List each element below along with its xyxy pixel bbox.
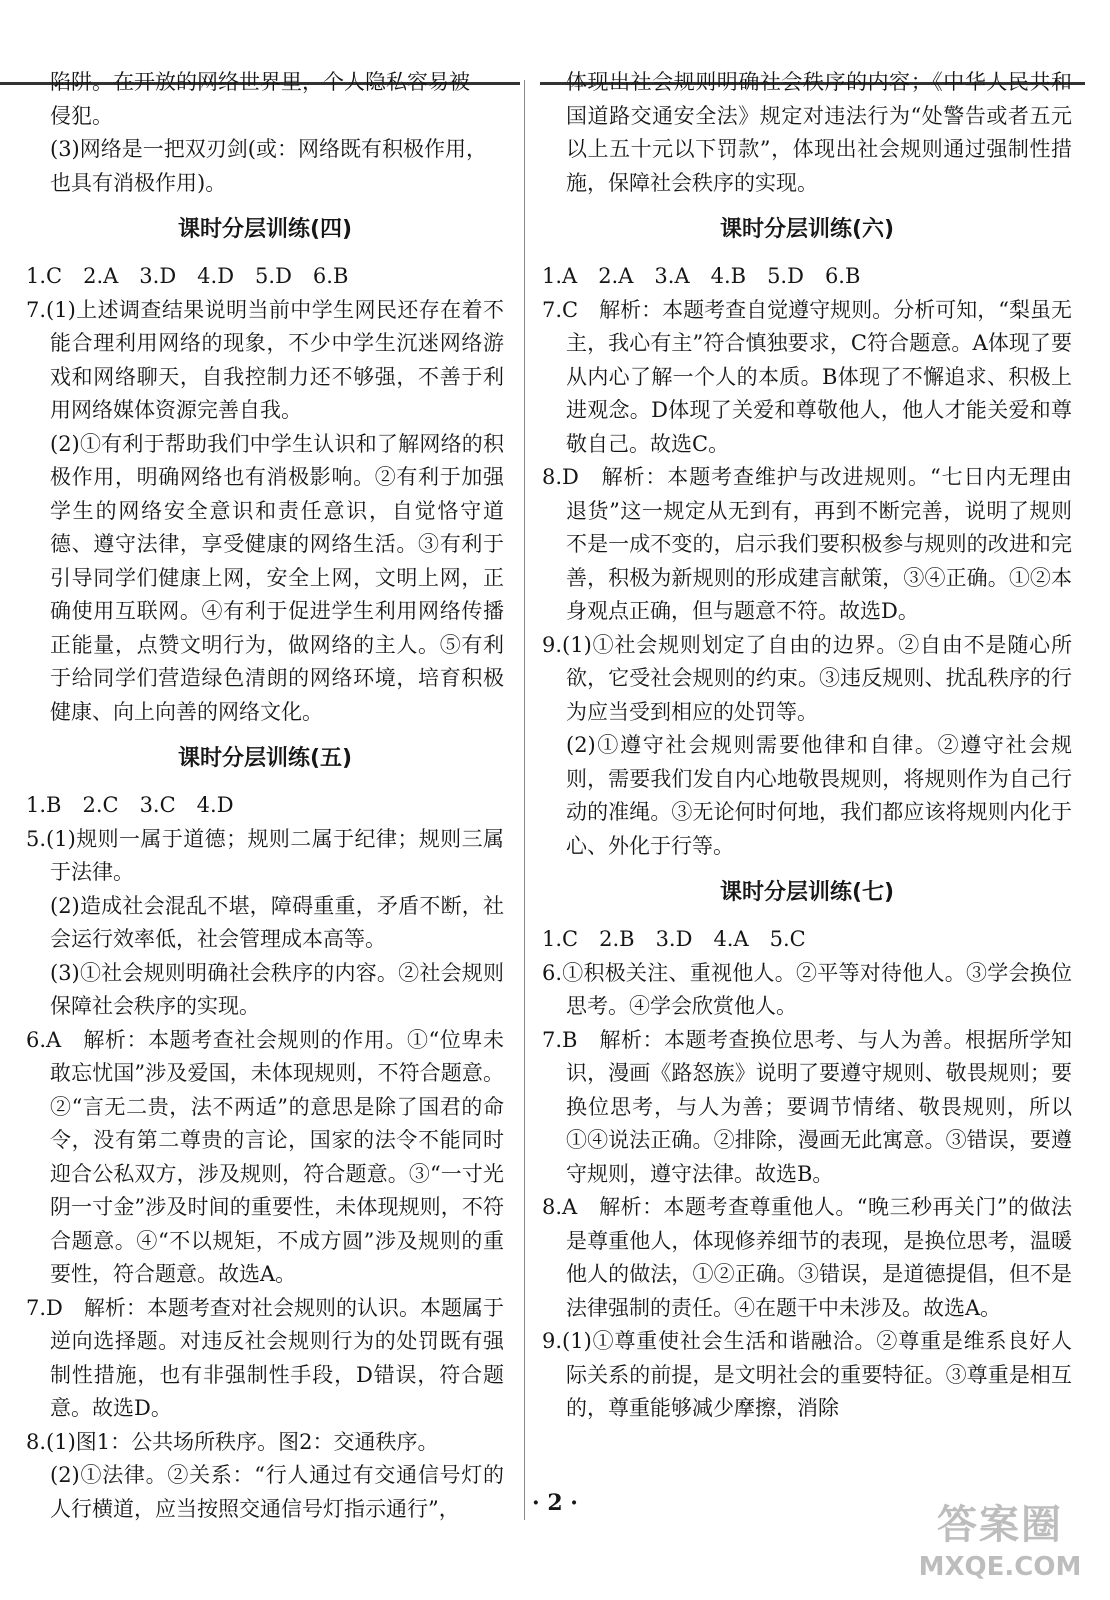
answer-paragraph: 也具有消极作用)。 xyxy=(50,170,227,195)
answer-paragraph: (2)①有利于帮助我们中学生认识和了解网络的积极作用，明确网络也有消极影响。②有利于加强学生的网络安全意识和责任意识，自觉恪守道德、遵守法律，享受健康的网络生活。③有利于引导同学们健康上网，安全上网，文明上网，正确使用互联网。④有利于促进学生利用网络传播正能量，点赞文明行为，做网络的主人。⑤有利于给同学们营造绿色清朗的网络环境，培育积极健康、向上向善的网络文化。 xyxy=(50,431,504,724)
left-column xyxy=(26,66,504,1526)
answer-paragraph: 侵犯。 xyxy=(50,103,113,128)
answer-paragraph: 9.(1)①社会规则划定了自由的边界。②自由不是随心所欲，它受社会规则的约束。③违反规则、扰乱秩序的行为应当受到相应的处罚等。 xyxy=(542,632,1072,724)
answer-paragraph: 8.D 解析：本题考查维护与改进规则。“七日内无理由退货”这一规定从无到有，再到不断完善，说明了规则不是一成不变的，启示我们要积极参与规则的改进和完善，积极为新规则的形成建言献策，③④正确。①②本身观点正确，但与题意不符。故选D。 xyxy=(542,465,1072,623)
section-heading: 课时分层训练(四) xyxy=(177,217,353,242)
answer-paragraph: 8.(1)图1：公共场所秩序。图2：交通秩序。 xyxy=(26,1429,439,1454)
answer-paragraph: 1.B 2.C 3.C 4.D xyxy=(26,793,234,817)
answer-paragraph: 1.A 2.A 3.A 4.B 5.D 6.B xyxy=(542,264,861,288)
answer-paragraph: (3)①社会规则明确社会秩序的内容。②社会规则保障社会秩序的实现。 xyxy=(50,960,504,1018)
answer-paragraph: (2)①遵守社会规则需要他律和自律。②遵守社会规则，需要我们发自内心地敬畏规则，将规则作为自己行动的准绳。③无论何时何地，我们都应该将规则内化于心、外化于行等。 xyxy=(566,733,1072,858)
answer-paragraph: 1.C 2.B 3.D 4.A 5.C xyxy=(542,927,806,951)
watermark-url: MXQE.COM xyxy=(918,1552,1082,1582)
answer-paragraph: 6.①积极关注、重视他人。②平等对待他人。③学会换位思考。④学会欣赏他人。 xyxy=(542,960,1072,1018)
answer-paragraph: 9.(1)①尊重使社会生活和谐融洽。②尊重是维系良好人际关系的前提，是文明社会的重要特征。③尊重是相互的，尊重能够减少摩擦，消除 xyxy=(542,1329,1072,1420)
watermark-brand: 答案圈 xyxy=(937,1502,1063,1548)
section-heading: 课时分层训练(七) xyxy=(719,880,895,905)
answer-paragraph: 7.D 解析：本题考查对社会规则的认识。本题属于逆向选择题。对违反社会规则行为的处罚既有强制性措施，也有非强制性手段，D错误，符合题意。故选D。 xyxy=(26,1295,504,1420)
answer-paragraph: 体现出社会规则明确社会秩序的内容；《中华人民共和国道路交通安全法》规定对违法行为“处警告或者五元以上五十元以下罚款”，体现出社会规则通过强制性措施，保障社会秩序的实现。 xyxy=(566,70,1072,195)
watermark-logo xyxy=(905,1500,1095,1592)
answer-paragraph: 6.A 解析：本题考查社会规则的作用。①“位卑未敢忘忧国”涉及爱国，未体现规则，不符合题意。②“言无二贵，法不两适”的意思是除了国君的命令，没有第二尊贵的言论，国家的法令不能同时迎合公私双方，涉及规则，符合题意。③“一寸光阴一寸金”涉及时间的重要性，未体现规则，不符合题意。④“不以规矩，不成方圆”涉及规则的重要性，符合题意。故选A。 xyxy=(26,1027,504,1286)
answer-paragraph: 7.B 解析：本题考查换位思考、与人为善。根据所学知识，漫画《路怒族》说明了要遵守规则、敬畏规则；要换位思考，与人为善；要调节情绪、敬畏规则，所以①④说法正确。②排除，漫画无此寓意。③错误，要遵守规则，遵守法律。故选B。 xyxy=(542,1027,1072,1186)
answer-paragraph: 7.(1)上述调查结果说明当前中学生网民还存在着不能合理利用网络的现象，不少中学生沉迷网络游戏和网络聊天，自我控制力还不够强，不善于利用网络媒体资源完善自我。 xyxy=(26,297,504,422)
page-number: · 2 · xyxy=(532,1490,578,1516)
section-heading: 课时分层训练(五) xyxy=(177,746,353,771)
answer-paragraph: 8.A 解析：本题考查尊重他人。“晚三秒再关门”的做法是尊重他人，体现修养细节的表现，是换位思考，温暖他人的做法，①②正确。③错误，是道德提倡，但不是法律强制的责任。④在题干中未涉及。故选A。 xyxy=(542,1195,1072,1320)
section-heading: 课时分层训练(六) xyxy=(719,217,895,242)
column-divider xyxy=(524,80,525,1520)
answer-paragraph: (2)造成社会混乱不堪，障碍重重，矛盾不断，社会运行效率低，社会管理成本高等。 xyxy=(50,893,504,951)
answer-paragraph: 5.(1)规则一属于道德；规则二属于纪律；规则三属于法律。 xyxy=(26,826,504,884)
answer-paragraph: (2)①法律。②关系：“行人通过有交通信号灯的人行横道，应当按照交通信号灯指示通行”， xyxy=(50,1463,504,1521)
answer-paragraph: 1.C 2.A 3.D 4.D 5.D 6.B xyxy=(26,264,349,288)
right-column xyxy=(542,66,1072,1426)
answer-paragraph: (3)网络是一把双刃剑(或：网络既有积极作用， xyxy=(50,137,487,161)
answer-paragraph: 陷阱。在开放的网络世界里，个人隐私容易被 xyxy=(50,70,470,94)
answer-paragraph: 7.C 解析：本题考查自觉遵守规则。分析可知，“梨虽无主，我心有主”符合慎独要求，C符合题意。A体现了要从内心了解一个人的本质。B体现了不懈追求、积极上进观念。D体现了关爱和尊敬他人，他人才能关爱和尊敬自己。故选C。 xyxy=(542,297,1072,456)
